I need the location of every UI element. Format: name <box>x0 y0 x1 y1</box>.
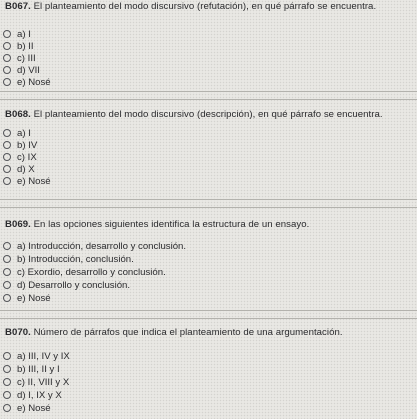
section-divider <box>0 99 417 100</box>
option-label: c) IX <box>17 151 37 163</box>
radio-button[interactable] <box>3 242 11 250</box>
option-label: c) II, VIII y X <box>17 376 70 388</box>
radio-button[interactable] <box>3 404 11 412</box>
question-number: B069. <box>5 219 31 230</box>
question-prompt: Número de párrafos que indica el planteamiento de una argumentación. <box>30 327 343 338</box>
option-label: d) Desarrollo y conclusión. <box>17 279 131 291</box>
option-label: c) III <box>17 52 36 64</box>
answer-option[interactable] <box>3 253 134 265</box>
question-number: B067. <box>5 1 31 12</box>
option-label: d) VII <box>17 64 40 76</box>
answer-option[interactable] <box>3 279 130 291</box>
option-label: b) Introducción, conclusión. <box>17 253 134 265</box>
radio-button[interactable] <box>3 268 11 276</box>
option-label: e) Nosé <box>17 76 51 88</box>
answer-option[interactable] <box>3 363 60 375</box>
answer-option[interactable] <box>3 28 31 40</box>
answer-option[interactable] <box>3 376 69 388</box>
radio-button[interactable] <box>3 165 11 173</box>
radio-button[interactable] <box>3 153 11 161</box>
option-label: c) Exordio, desarrollo y conclusión. <box>17 266 166 278</box>
answer-option[interactable] <box>3 175 51 187</box>
question-number: B070. <box>5 327 31 338</box>
radio-button[interactable] <box>3 391 11 399</box>
question-text <box>5 327 343 339</box>
question-text <box>5 109 383 121</box>
answer-option[interactable] <box>3 76 51 88</box>
section-divider <box>0 318 417 319</box>
answer-option[interactable] <box>3 350 70 362</box>
option-label: b) IV <box>17 139 38 151</box>
radio-button[interactable] <box>3 294 11 302</box>
radio-button[interactable] <box>3 378 11 386</box>
answer-option[interactable] <box>3 127 31 139</box>
option-label: b) III, II y I <box>17 363 60 375</box>
radio-button[interactable] <box>3 42 11 50</box>
option-label: d) X <box>17 163 35 175</box>
option-label: a) Introducción, desarrollo y conclusión. <box>17 240 187 252</box>
answer-option[interactable] <box>3 139 37 151</box>
option-label: a) III, IV y IX <box>17 350 70 362</box>
option-label: b) II <box>17 40 34 52</box>
question-text <box>5 219 309 231</box>
answer-option[interactable] <box>3 266 166 278</box>
radio-button[interactable] <box>3 352 11 360</box>
question-prompt: El planteamiento del modo discursivo (refutación), en qué párrafo se encuentra. <box>30 1 377 12</box>
question-prompt: El planteamiento del modo discursivo (descripción), en qué párrafo se encuentra. <box>30 109 383 120</box>
answer-option[interactable] <box>3 389 62 401</box>
answer-option[interactable] <box>3 240 186 252</box>
section-divider <box>0 91 417 92</box>
section-divider <box>0 199 417 200</box>
radio-button[interactable] <box>3 30 11 38</box>
section-divider <box>0 207 417 208</box>
answer-option[interactable] <box>3 64 40 76</box>
radio-button[interactable] <box>3 365 11 373</box>
radio-button[interactable] <box>3 281 11 289</box>
option-label: a) I <box>17 127 31 139</box>
question-text <box>5 1 376 13</box>
radio-button[interactable] <box>3 141 11 149</box>
radio-button[interactable] <box>3 78 11 86</box>
option-label: e) Nosé <box>17 292 51 304</box>
answer-option[interactable] <box>3 402 51 414</box>
option-label: d) I, IX y X <box>17 389 62 401</box>
answer-option[interactable] <box>3 163 35 175</box>
question-prompt: En las opciones siguientes identifica la estructura de un ensayo. <box>30 219 310 230</box>
radio-button[interactable] <box>3 66 11 74</box>
option-label: e) Nosé <box>17 402 51 414</box>
radio-button[interactable] <box>3 177 11 185</box>
question-number: B068. <box>5 109 31 120</box>
answer-option[interactable] <box>3 151 37 163</box>
radio-button[interactable] <box>3 255 11 263</box>
radio-button[interactable] <box>3 129 11 137</box>
section-divider <box>0 310 417 311</box>
radio-button[interactable] <box>3 54 11 62</box>
option-label: e) Nosé <box>17 175 51 187</box>
option-label: a) I <box>17 28 31 40</box>
answer-option[interactable] <box>3 292 51 304</box>
answer-option[interactable] <box>3 52 36 64</box>
answer-option[interactable] <box>3 40 34 52</box>
